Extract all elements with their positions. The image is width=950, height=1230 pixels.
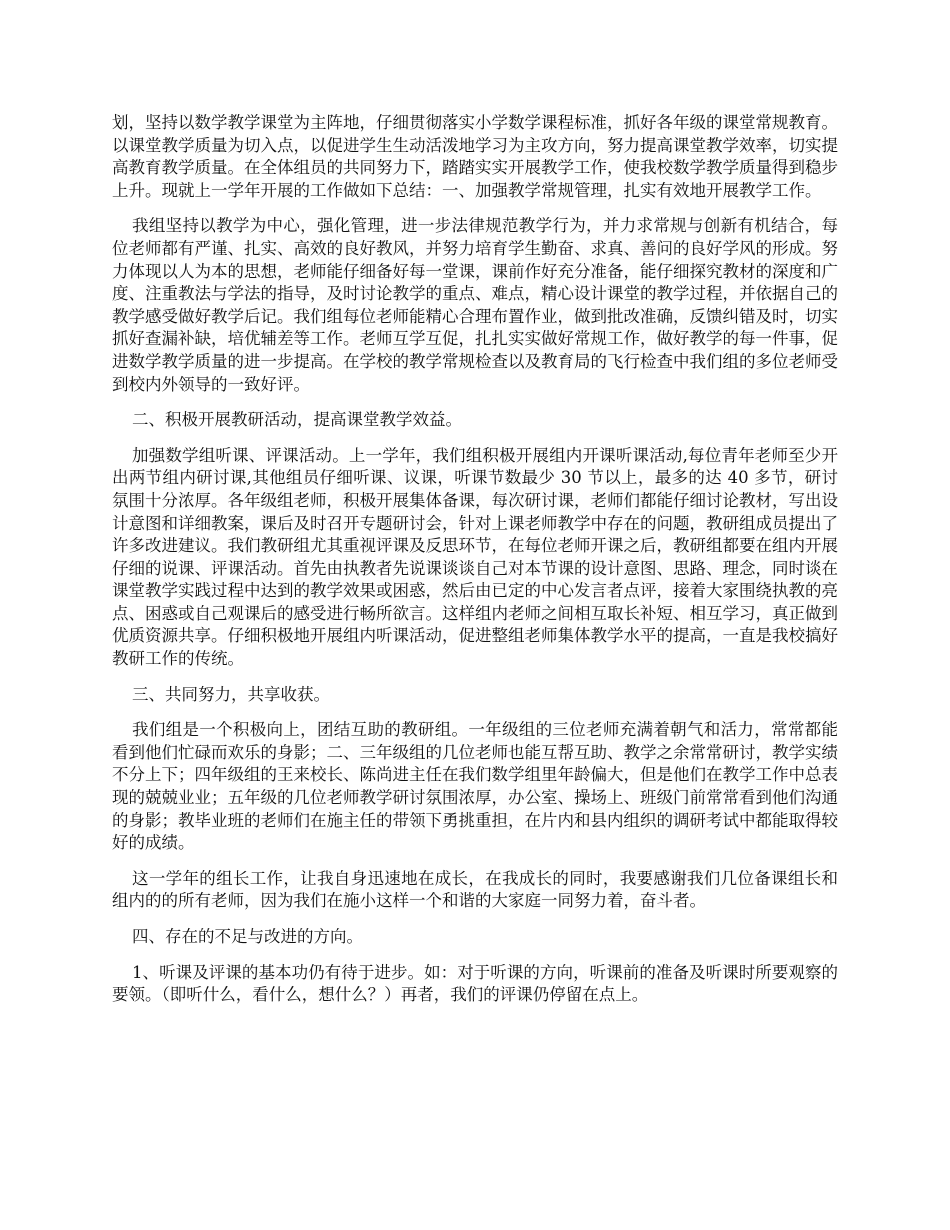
paragraph-leader-reflection: 这一学年的组长工作，让我自身迅速地在成长，在我成长的同时，我要感谢我们几位备课组长和组内的的所有老师，因为我们在施小这样一个和谐的大家庭一同努力着，奋斗者。 xyxy=(112,868,838,911)
section-heading-shortcomings: 四、存在的不足与改进的方向。 xyxy=(132,927,363,946)
paragraph-research-activities: 加强数学组听课、评课活动。上一学年，我们组积极开展组内开课听课活动,每位青年老师至少开出两节组内研讨课,其他组员仔细听课、议课，听课节数最少 30 节以上，最多的达 40 多节，研讨氛围十分浓厚。各年级组老师，积极开展集体备课，每次研讨课，老师们都能仔细讨论教材，写出设计意图和详细教案，课后及时召开专题研讨会，针对上课老师教学中存在的问题，教研组成员提出了许多改进建议。我们教研组尤其重视评课及反思环节，在每位老师开课之后，教研组都要在组内开展仔细的说课、评课活动。首先由执教者先说课谈谈自己对本节课的设计意图、思路、理念，同时谈在课堂教学实践过程中达到的教学效果或困惑，然后由已定的中心发言者点评，接着大家围绕执教的亮点、困惑或自己观课后的感受进行畅所欲言。这样组内老师之间相互取长补短、相互学习，真正做到优质资源共享。仔细积极地开展组内听课活动，促进整组老师集体教学水平的提高，一直是我校搞好教研工作的传统。 xyxy=(112,445,838,669)
section-heading-research: 二、积极开展教研活动，提高课堂教学效益。 xyxy=(132,410,462,430)
paragraph-shortcoming-1: 1、听课及评课的基本功仍有待于进步。如：对于听课的方向，听课前的准备及听课时所要观察的要领。（即听什么，看什么，想什么？）再者，我们的评课仍停留在点上。 xyxy=(112,962,838,1005)
section-heading-shared-effort: 三、共同努力，共享收获。 xyxy=(132,684,330,704)
paragraph-intro: 划，坚持以数学教学课堂为主阵地，仔细贯彻落实小学数学课程标准，抓好各年级的课堂常规教育。以课堂教学质量为切入点，以促进学生生动活泼地学习为主攻方向，努力提高课堂教学效率，切实提高教育教学质量。在全体组员的共同努力下，踏踏实实开展教学工作，使我校数学教学质量得到稳步上升。现就上一学年开展的工作做如下总结：一、加强教学常规管理，扎实有效地开展教学工作。 xyxy=(112,113,838,200)
document-body xyxy=(112,112,838,1020)
paragraph-team-description: 我们组是一个积极向上，团结互助的教研组。一年级组的三位老师充满着朝气和活力，常常都能看到他们忙碌而欢乐的身影；二、三年级组的几位老师也能互帮互助、教学之余常常研讨，教学实绩不分上下；四年级组的王来校长、陈尚进主任在我们数学组里年龄偏大，但是他们在教学工作中总表现的兢兢业业；五年级的几位老师教学研讨氛围浓厚，办公室、操场上、班级门前常常看到他们沟通的身影；教毕业班的老师们在施主任的带领下勇挑重担，在片内和县内组织的调研考试中都能取得较好的成绩。 xyxy=(112,720,838,853)
paragraph-routine-management: 我组坚持以教学为中心，强化管理，进一步法律规范教学行为，并力求常规与创新有机结合，每位老师都有严谨、扎实、高效的良好教风，并努力培育学生勤奋、求真、善问的良好学风的形成。努力体现以人为本的思想，老师能仔细备好每一堂课，课前作好充分准备，能仔细探究教材的深度和广度、注重教法与学法的指导，及时讨论教学的重点、难点，精心设计课堂的教学过程，并依据自己的教学感受做好教学后记。我们组每位老师能精心合理布置作业，做到批改准确，反馈纠错及时，切实抓好查漏补缺，培优辅差等工作。老师互学互促，扎扎实实做好常规工作，做好教学的每一件事，促进数学教学质量的进一步提高。在学校的教学常规检查以及教育局的飞行检查中我们组的多位老师受到校内外领导的一致好评。 xyxy=(112,216,838,394)
